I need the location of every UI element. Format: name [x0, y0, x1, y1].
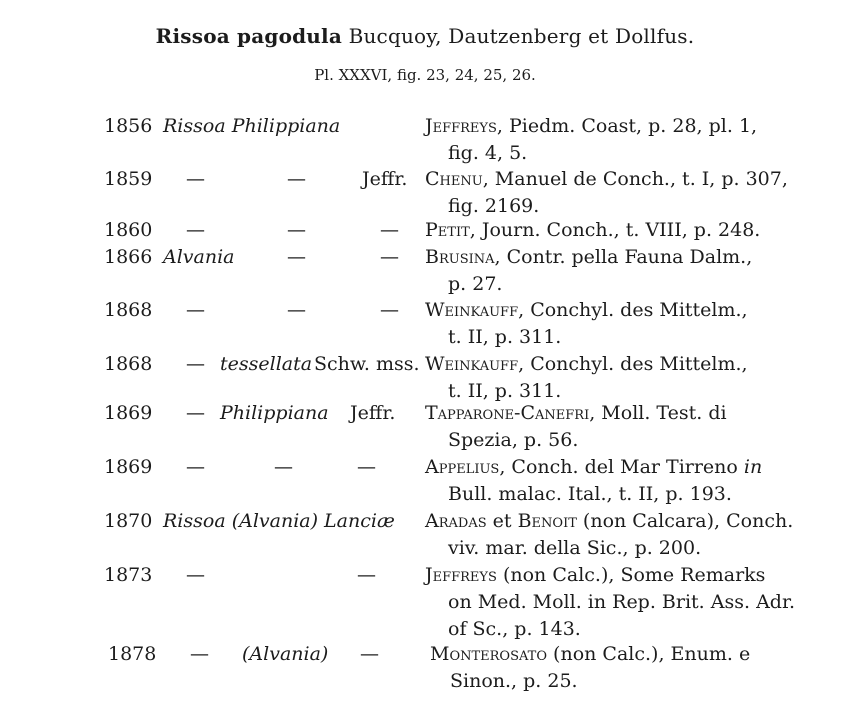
- entry-year: 1870: [104, 510, 153, 532]
- reference-continuation: Bull. malac. Ital., t. II, p. 193.: [448, 483, 732, 505]
- reference-continuation: fig. 4, 5.: [448, 142, 528, 164]
- reference-text: , Contr. pella Fauna Dalm.,: [494, 246, 753, 268]
- reference-author: Aradas: [425, 510, 487, 532]
- reference-text: (non Calc.), Enum. e: [547, 643, 751, 665]
- entry-year: 1869: [104, 402, 153, 424]
- synonymy-entry: [0, 641, 850, 691]
- entry-year: 1866: [104, 246, 153, 268]
- ditto-dash: —: [360, 643, 379, 665]
- entry-reference: [425, 351, 748, 377]
- reference-author: Tapparone-Canefri: [425, 402, 590, 424]
- ditto-dash: —: [380, 299, 399, 321]
- entry-year: 1869: [104, 456, 153, 478]
- reference-text: , Conchyl. des Mittelm.,: [518, 353, 748, 375]
- entry-year: 1856: [104, 115, 153, 137]
- ditto-dash: —: [287, 299, 306, 321]
- entry-reference: [425, 113, 757, 139]
- reference-author: Jeffreys: [425, 564, 497, 586]
- synonymy-entry: [0, 400, 850, 450]
- synonymy-entry: [0, 508, 850, 558]
- ditto-dash: —: [186, 456, 205, 478]
- entry-year: 1873: [104, 564, 153, 586]
- ditto-dash: —: [287, 219, 306, 241]
- entry-reference: [425, 400, 727, 426]
- ditto-dash: —: [357, 564, 376, 586]
- entry-reference: [425, 297, 748, 323]
- reference-text: , Conch. del Mar Tirreno: [499, 456, 744, 478]
- reference-author: Chenu: [425, 168, 483, 190]
- entry-reference: [425, 244, 752, 270]
- ditto-dash: —: [186, 353, 205, 375]
- synonymy-entry: [0, 166, 850, 216]
- species-name: Rissoa pagodula: [155, 24, 343, 48]
- synonymy-entry: [0, 113, 850, 163]
- species-authors: Bucquoy, Dautzenberg et Dollfus.: [348, 24, 695, 48]
- plate-reference: Pl. XXXVI, fig. 23, 24, 25, 26.: [314, 66, 536, 84]
- reference-author: Weinkauff: [425, 299, 519, 321]
- reference-continuation: on Med. Moll. in Rep. Brit. Ass. Adr.: [448, 591, 795, 613]
- reference-continuation: of Sc., p. 143.: [448, 618, 581, 640]
- ditto-dash: —: [186, 168, 205, 190]
- synonymy-entry: [0, 454, 850, 504]
- reference-continuation: Spezia, p. 56.: [448, 429, 579, 451]
- reference-italic: in: [743, 456, 763, 478]
- entry-reference: [425, 217, 760, 243]
- ditto-dash: —: [274, 456, 293, 478]
- ditto-dash: —: [186, 299, 205, 321]
- ditto-dash: —: [186, 402, 205, 424]
- synonymy-entry: [0, 244, 850, 294]
- reference-author: Appelius: [425, 456, 500, 478]
- reference-author: Petit: [425, 219, 470, 241]
- page-title: [0, 24, 850, 48]
- reference-author-2: Benoit: [517, 510, 577, 532]
- reference-continuation: fig. 2169.: [448, 195, 540, 217]
- entry-year: 1868: [104, 353, 153, 375]
- ditto-dash: —: [186, 564, 205, 586]
- entry-author: Schw. mss.: [314, 353, 420, 375]
- entry-year: 1860: [104, 219, 153, 241]
- entry-taxon: Philippiana: [220, 402, 329, 424]
- reference-continuation: Sinon., p. 25.: [450, 670, 578, 692]
- entry-reference: [425, 562, 765, 588]
- entry-author: Jeffr.: [362, 168, 408, 190]
- entry-reference: [425, 166, 788, 192]
- entry-taxon: Rissoa Philippiana: [163, 115, 341, 137]
- synonymy-entry: [0, 562, 850, 638]
- entry-year: 1868: [104, 299, 153, 321]
- reference-continuation: viv. mar. della Sic., p. 200.: [448, 537, 702, 559]
- entry-taxon: tessellata: [220, 353, 313, 375]
- reference-text: , Piedm. Coast, p. 28, pl. 1,: [496, 115, 758, 137]
- ditto-dash: —: [190, 643, 209, 665]
- reference-text: (non Calc.), Some Remarks: [496, 564, 766, 586]
- entry-taxon: Rissoa (Alvania) Lanciæ: [163, 510, 395, 532]
- reference-connector: et: [486, 510, 518, 532]
- reference-continuation: t. II, p. 311.: [448, 326, 562, 348]
- entry-reference: [430, 641, 750, 667]
- reference-text: , Moll. Test. di: [589, 402, 727, 424]
- reference-text: , Manuel de Conch., t. I, p. 307,: [482, 168, 788, 190]
- reference-text: , Conchyl. des Mittelm.,: [518, 299, 748, 321]
- reference-text: , Journ. Conch., t. VIII, p. 248.: [469, 219, 761, 241]
- synonymy-entry: [0, 297, 850, 347]
- ditto-dash: —: [287, 168, 306, 190]
- entry-taxon: Alvania: [163, 246, 235, 268]
- entry-reference: [425, 508, 793, 534]
- entry-reference: [425, 454, 762, 480]
- reference-author: Jeffreys: [425, 115, 497, 137]
- entry-year: 1859: [104, 168, 153, 190]
- ditto-dash: —: [380, 246, 399, 268]
- ditto-dash: —: [357, 456, 376, 478]
- entry-year: 1878: [108, 643, 157, 665]
- ditto-dash: —: [287, 246, 306, 268]
- reference-author: Brusina: [425, 246, 495, 268]
- entry-taxon: (Alvania): [242, 643, 329, 665]
- reference-text: (non Calcara), Conch.: [576, 510, 794, 532]
- entry-author: Jeffr.: [350, 402, 396, 424]
- reference-continuation: p. 27.: [448, 273, 503, 295]
- ditto-dash: —: [186, 219, 205, 241]
- synonymy-entry: [0, 351, 850, 401]
- reference-continuation: t. II, p. 311.: [448, 380, 562, 402]
- reference-author: Weinkauff: [425, 353, 519, 375]
- ditto-dash: —: [380, 219, 399, 241]
- reference-author: Monterosato: [430, 643, 548, 665]
